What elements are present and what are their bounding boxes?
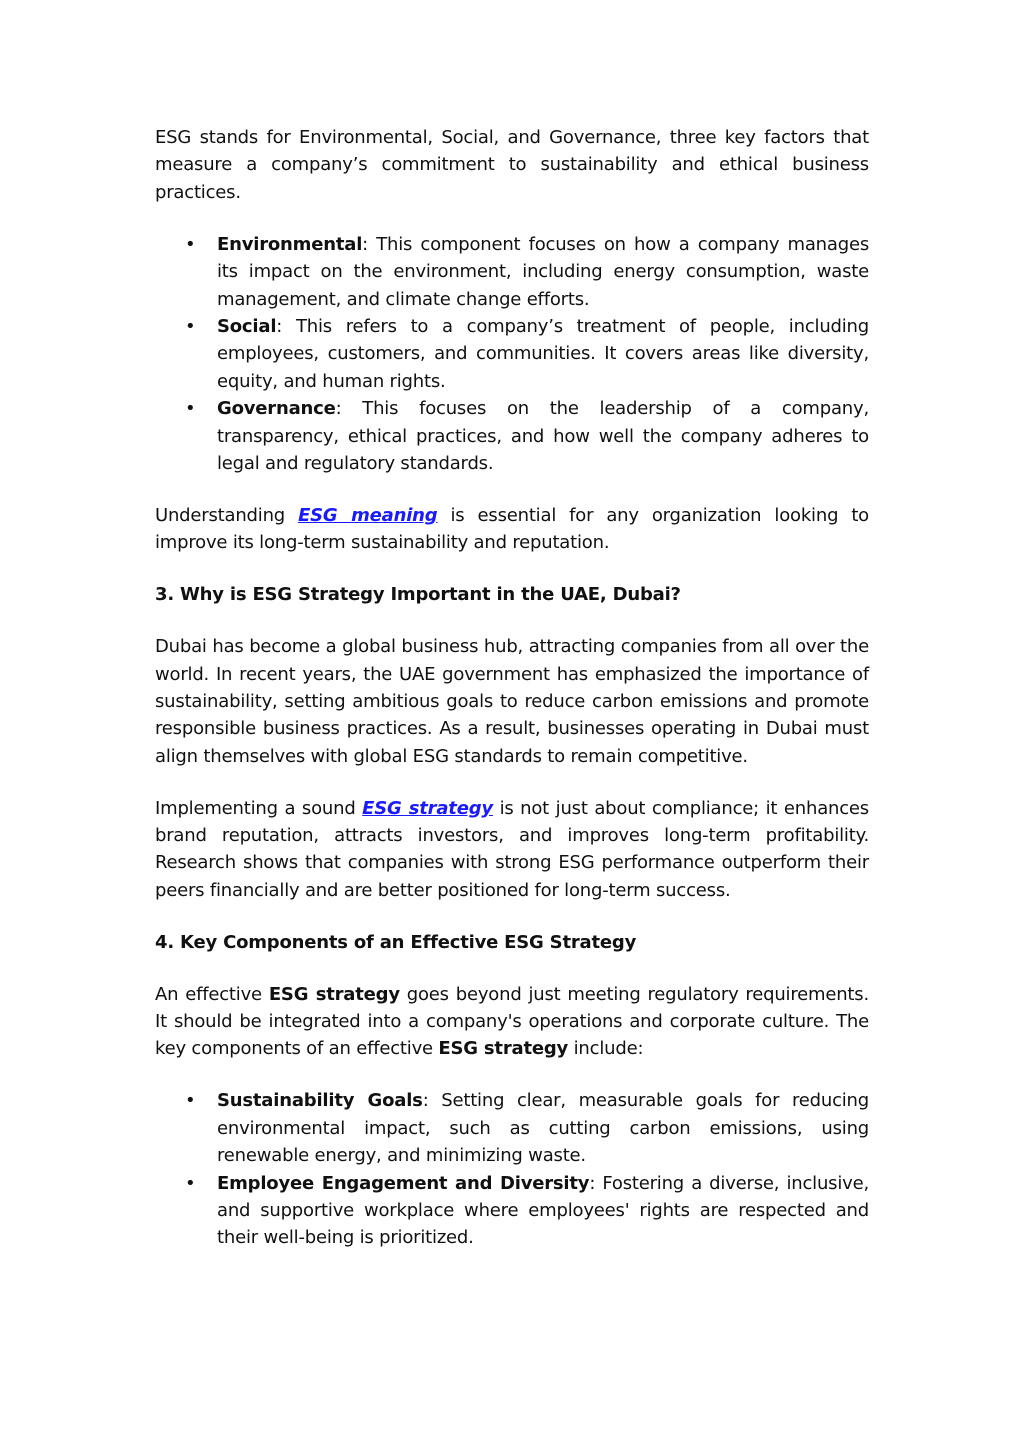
term-social: Social xyxy=(217,315,277,337)
description-social: : This refers to a company’s treatment of people, including employees, customers, and communities. It covers areas like diversity, equity, and human rights. xyxy=(217,315,869,392)
esg-meaning-link[interactable]: ESG meaning xyxy=(298,504,438,526)
description-environmental: : This component focuses on how a company manages its impact on the environment, including energy consumption, waste management, and climate change efforts. xyxy=(217,233,869,310)
section4-intro-part1: An effective xyxy=(155,983,269,1005)
list-item-employee-engagement xyxy=(155,1170,869,1252)
list-item-sustainability-goals xyxy=(155,1087,869,1169)
bullet-icon: • xyxy=(185,1172,196,1194)
understanding-before: Understanding xyxy=(155,504,299,526)
list-item-governance xyxy=(155,395,869,477)
section4-intro xyxy=(155,981,869,1063)
section4-intro-part3: include: xyxy=(568,1038,644,1060)
bullet-icon: • xyxy=(185,1090,196,1112)
section3-paragraph1: Dubai has become a global business hub, attracting companies from all over the world. In recent years, the UAE government has emphasized the importance of sustainability, setting ambitious goals to reduce carbon emissions and promote responsible business practices. As a result, businesses operating in Dubai must align themselves with global ESG standards to remain competitive. xyxy=(155,636,869,767)
list-item-environmental xyxy=(155,231,869,313)
strategy-components-list xyxy=(155,1087,869,1251)
section3-paragraph2 xyxy=(155,795,869,905)
term-governance: Governance xyxy=(217,398,336,420)
description-sustainability-goals: : Setting clear, measurable goals for reducing environmental impact, such as cutting carbon emissions, using renewable energy, and minimizing waste. xyxy=(217,1090,869,1167)
description-employee-engagement: : Fostering a diverse, inclusive, and supportive workplace where employees' rights are respected and their well-being is prioritized. xyxy=(217,1172,870,1249)
section4-heading: 4. Key Components of an Effective ESG Strategy xyxy=(155,931,637,953)
bullet-icon: • xyxy=(185,398,196,420)
bullet-icon: • xyxy=(185,315,196,337)
esg-components-list xyxy=(155,231,869,478)
understanding-paragraph xyxy=(155,502,869,557)
intro-paragraph: ESG stands for Environmental, Social, and Governance, three key factors that measure a company’s commitment to sustainability and ethical business practices. xyxy=(155,127,869,203)
section4-intro-part2: goes beyond just meeting regulatory requirements. It should be integrated into a company's operations and corporate culture. The key components of an effective xyxy=(155,983,869,1060)
understanding-after: is essential for any organization looking to improve its long-term sustainability and reputation. xyxy=(155,504,869,554)
document-page xyxy=(155,124,869,1276)
term-employee-engagement: Employee Engagement and Diversity xyxy=(217,1172,590,1194)
esg-strategy-link[interactable]: ESG strategy xyxy=(362,797,493,819)
section4-intro-bold1: ESG strategy xyxy=(268,983,400,1005)
term-sustainability-goals: Sustainability Goals xyxy=(217,1090,423,1112)
bullet-icon: • xyxy=(185,233,196,255)
term-environmental: Environmental xyxy=(217,233,363,255)
section3-paragraph2-after: is not just about compliance; it enhances brand reputation, attracts investors, and improves long-term profitability. Research shows that companies with strong ESG performance outperform their peers financially and are better positioned for long-term success. xyxy=(155,797,869,901)
section3-paragraph2-before: Implementing a sound xyxy=(155,797,363,819)
list-item-social xyxy=(155,313,869,395)
section4-intro-bold2: ESG strategy xyxy=(438,1038,569,1060)
section3-heading: 3. Why is ESG Strategy Important in the UAE, Dubai? xyxy=(155,584,681,606)
description-governance: : This focuses on the leadership of a company, transparency, ethical practices, and how well the company adheres to legal and regulatory standards. xyxy=(217,398,869,474)
